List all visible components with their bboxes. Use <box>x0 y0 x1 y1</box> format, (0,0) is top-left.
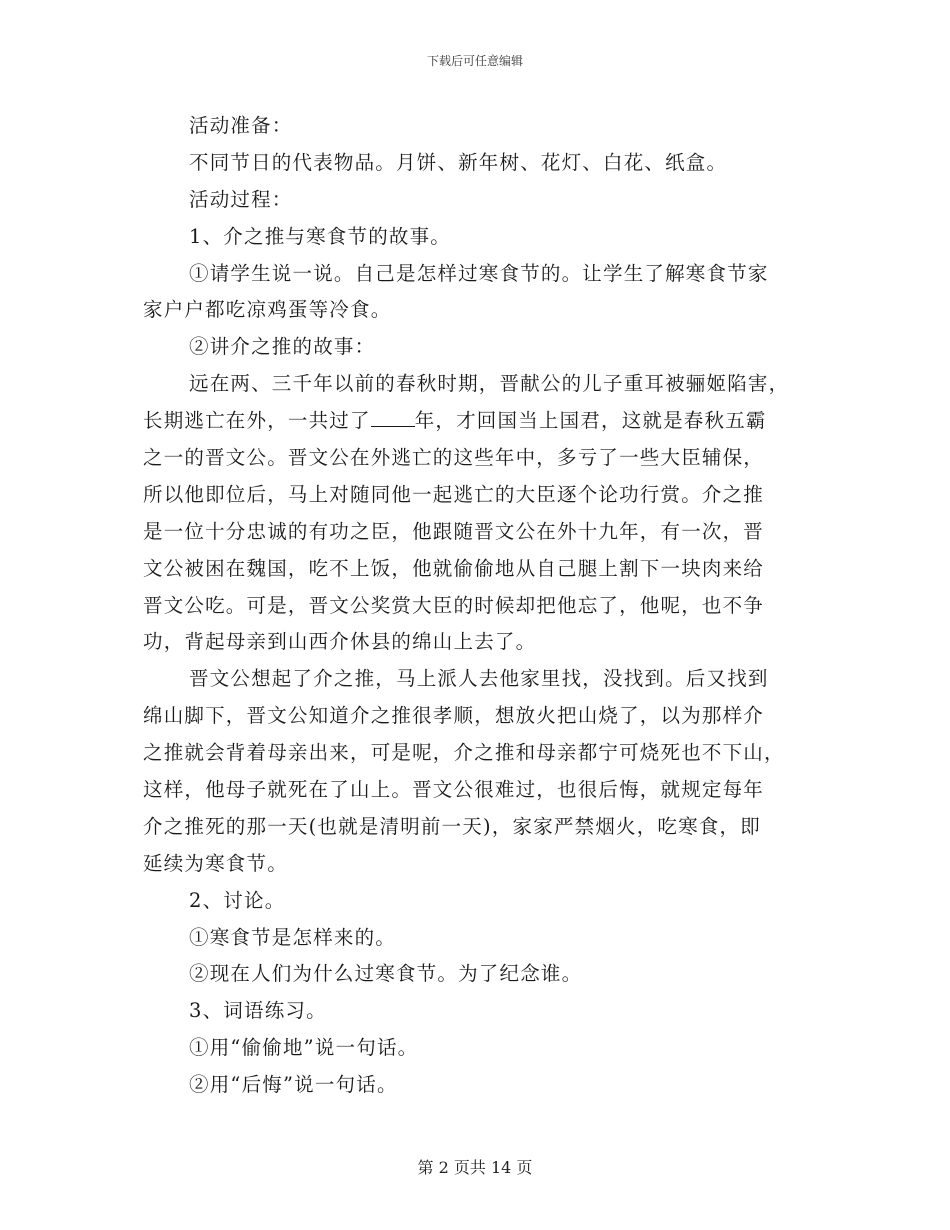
paragraph-line: ②讲介之推的故事： <box>189 335 376 359</box>
paragraph-line: 家户户都吃凉鸡蛋等冷食。 <box>143 298 392 322</box>
paragraph-line: 这样，他母子就死在了山上。晋文公很难过，也很后悔，就规定每年 <box>143 778 765 802</box>
paragraph-line: 晋文公想起了介之推，马上派人去他家里找，没找到。后又找到 <box>189 667 769 691</box>
list-item: ②用“后悔”说一句话。 <box>189 1073 398 1097</box>
page-footer: 第 2 页共 14 页 <box>417 1158 533 1177</box>
paragraph-line: 远在两、三千年以前的春秋时期，晋献公的儿子重耳被骊姬陷害， <box>189 372 790 396</box>
text-segment: 年，才回国当上国君，这就是春秋五霸 <box>414 409 767 433</box>
paragraph-line: 功，背起母亲到山西介休县的绵山上去了。 <box>143 630 537 654</box>
text-segment: 长期逃亡在外，一共过了 <box>143 409 371 433</box>
paragraph-line: 之推就会背着母亲出来，可是呢，介之推和母亲都宁可烧死也不下山， <box>143 741 785 765</box>
fill-in-blank <box>371 410 415 427</box>
paragraph-line: 文公被困在魏国，吃不上饭，他就偷偷地从自己腿上割下一块肉来给 <box>143 556 765 580</box>
paragraph-line: 延续为寒食节。 <box>143 851 288 875</box>
step-heading-3: 3、词语练习。 <box>189 999 327 1023</box>
paragraph-line: 绵山脚下，晋文公知道介之推很孝顺，想放火把山烧了，以为那样介 <box>143 704 765 728</box>
paragraph-line: 之一的晋文公。晋文公在外逃亡的这些年中，多亏了一些大臣辅保， <box>143 446 765 470</box>
section-label-preparation: 活动准备： <box>189 114 293 137</box>
paragraph-line-with-blank <box>143 403 809 440</box>
paragraph-line: 晋文公吃。可是，晋文公奖赏大臣的时候却把他忘了，他呢，也不争 <box>143 593 765 617</box>
step-heading-2: 2、讨论。 <box>189 888 286 912</box>
paragraph-line: 不同节日的代表物品。月饼、新年树、花灯、白花、纸盒。 <box>189 150 728 174</box>
step-heading-1: 1、介之推与寒食节的故事。 <box>189 224 452 248</box>
paragraph-line: 所以他即位后，马上对随同他一起逃亡的大臣逐个论功行赏。介之推 <box>143 482 765 506</box>
document-body <box>143 108 809 1104</box>
paragraph-line: 介之推死的那一天(也就是清明前一天)，家家严禁烟火，吃寒食，即 <box>143 814 761 838</box>
page-header: 下载后可任意编辑 <box>426 54 523 68</box>
list-item: ①用“偷偷地”说一句话。 <box>189 1036 419 1060</box>
list-item: ①寒食节是怎样来的。 <box>189 925 397 949</box>
list-item: ②现在人们为什么过寒食节。为了纪念谁。 <box>189 962 583 986</box>
paragraph-line: ①请学生说一说。自己是怎样过寒食节的。让学生了解寒食节家 <box>189 261 769 285</box>
section-label-process: 活动过程： <box>189 187 293 211</box>
paragraph-line: 是一位十分忠诚的有功之臣，他跟随晋文公在外十九年，有一次，晋 <box>143 519 765 543</box>
